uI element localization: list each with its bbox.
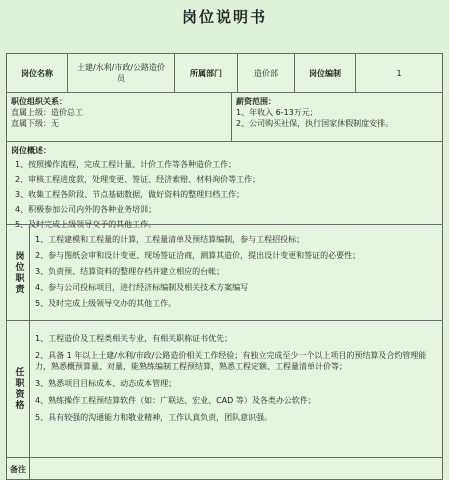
overview-item: 1、按照操作流程，完成工程计量、计价工作等各种造价工作； [15,160,237,169]
qualification-item: 5、具有较强的沟通能力和敬业精神，工作认真负责，团队意识强。 [35,413,273,422]
department-label: 所属部门 [190,68,222,78]
qualifications-label-cell [7,321,29,457]
job-description-table [6,53,443,480]
duty-item: 4、参与公司投标项目，进行经济标编制及相关技术方案编写 [35,283,249,292]
overview-section [11,145,437,230]
remarks-label: 备注 [10,464,26,474]
subordinate-text: 直属下级：无 [11,119,59,128]
qualifications-list [35,333,439,423]
qualification-item: 1、工程造价及工程类相关专业，有相关职称证书优先； [35,334,233,343]
overview-item: 2、审核工程进度款，处理变更、签证、经济索赔、材料询价等工作； [15,175,261,184]
headcount-label: 岗位编制 [309,68,341,78]
position-name-label: 岗位名称 [21,68,53,78]
salary-label: 薪资范围： [236,97,276,106]
qualifications-label: 任职资格 [13,367,24,411]
duty-item: 5、及时完成上级领导交办的其他工作。 [35,299,177,308]
overview-item: 3、收集工程各阶段、节点基础数据，做好资料的整理归档工作； [15,190,245,199]
duty-item: 1、工程建模和工程量的计算，工程量清单及预结算编制，参与工程招投标； [35,235,305,244]
duties-list [35,234,439,309]
position-name-value: 土建/水利/市政/公路造价员 [76,63,166,83]
superior-text: 直属上级：造价总工 [11,108,83,117]
department-value: 造价部 [254,68,278,78]
salary-item: 1、年收入 6-13万元； [236,108,318,117]
qualification-item: 4、熟练操作工程预结算软件（如：广联达、宏业、CAD 等）及各类办公软件； [35,396,316,405]
qualification-item: 3、熟悉项目目标成本、动态成本管理； [35,379,177,388]
salary-item: 2、公司购买社保，执行国家休假制度安排。 [236,119,394,128]
duties-label-cell [7,225,29,320]
overview-label: 岗位概述： [11,146,51,155]
qualification-item: 2、具备 1 年以上土建/水利/市政/公路造价相关工作经验；有独立完成至少一个以上项目的预结算及合约管理能力，熟悉概预算量、对量，能熟练编制工程预结算，熟悉工程定额、工程量清单计价等； [35,351,427,371]
salary-section [236,96,441,129]
org-relations-section [11,96,231,129]
duties-label: 岗位职责 [13,250,24,295]
org-relations-label: 职位组织关系： [11,97,67,106]
duty-item: 2、参与图纸会审和设计变更、现场签证洽商，测算其造价，提出设计变更和签证的必要性； [35,251,361,260]
overview-item: 4、积极参加公司内外的各种业务培训； [15,205,157,214]
headcount-value: 1 [396,68,402,78]
duty-item: 3、负责预、结算资料的整理存档并建立相应的台帐； [35,267,225,276]
document-title: 岗位说明书 [181,8,267,26]
